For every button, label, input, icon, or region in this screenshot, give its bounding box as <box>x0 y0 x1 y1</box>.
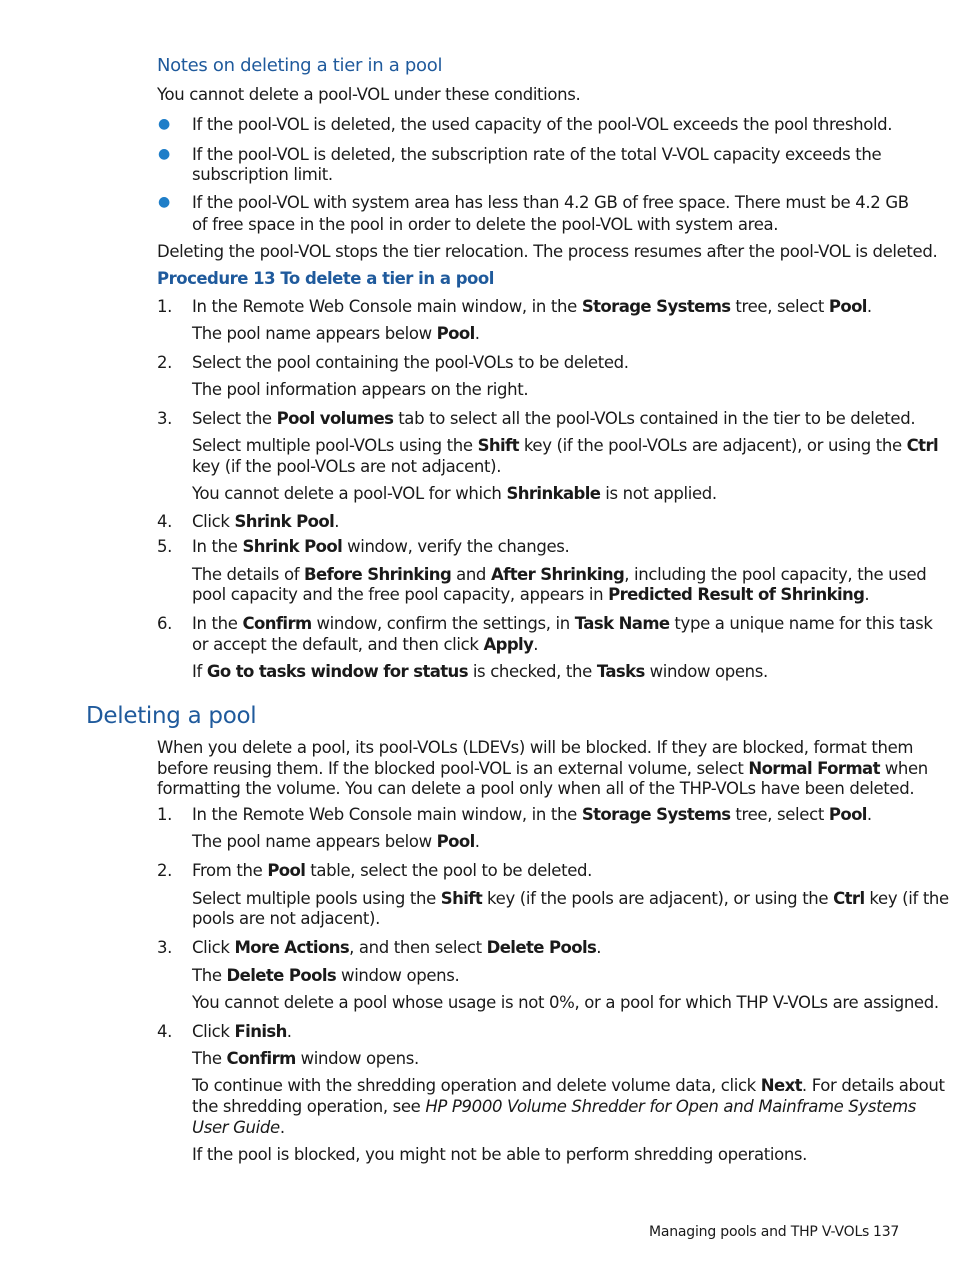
step-number: 1. <box>157 805 173 824</box>
procedure-title: Procedure 13 To delete a tier in a pool <box>157 269 494 288</box>
section-heading: Deleting a pool <box>86 703 257 729</box>
bullet-icon: ● <box>158 194 171 210</box>
proc-step-6: In the Confirm window, confirm the settings, in Task Name type a unique name for this task <box>192 614 933 633</box>
proc-step-3-note-1-cont: key (if the pool-VOLs are not adjacent). <box>192 457 502 476</box>
step-number: 4. <box>157 1022 173 1041</box>
notes-bullet-1: If the pool-VOL is deleted, the used capacity of the pool-VOL exceeds the pool threshold. <box>192 115 893 134</box>
proc-step-3-note-1: Select multiple pool-VOLs using the Shift key (if the pool-VOLs are adjacent), or using the Ctrl <box>192 436 939 455</box>
notes-bullet-3: If the pool-VOL with system area has less than 4.2 GB of free space. There must be 4.2 GB <box>192 193 909 212</box>
del-step-2: From the Pool table, select the pool to be deleted. <box>192 861 593 880</box>
del-step-4: Click Finish. <box>192 1022 292 1041</box>
del-step-4-note-2: If the pool is blocked, you might not be able to perform shredding operations. <box>192 1145 808 1164</box>
page-number: 137 <box>873 1224 900 1240</box>
del-step-4-note-cont: the shredding operation, see HP P9000 Volume Shredder for Open and Mainframe Systems <box>192 1097 917 1116</box>
notes-bullet-2: If the pool-VOL is deleted, the subscription rate of the total V-VOL capacity exceeds the <box>192 145 882 164</box>
del-step-4-note-cont2: User Guide. <box>192 1118 285 1137</box>
step-number: 5. <box>157 537 173 556</box>
del-step-2-note: Select multiple pools using the Shift key (if the pools are adjacent), or using the Ctrl key (if the <box>192 889 949 908</box>
proc-step-1: In the Remote Web Console main window, in the Storage Systems tree, select Pool. <box>192 297 872 316</box>
proc-step-4: Click Shrink Pool. <box>192 512 340 531</box>
del-step-1-result: The pool name appears below Pool. <box>192 832 480 851</box>
proc-step-5: In the Shrink Pool window, verify the changes. <box>192 537 570 556</box>
notes-bullet-3-cont: of free space in the pool in order to delete the pool-VOL with system area. <box>192 215 779 234</box>
notes-intro: You cannot delete a pool-VOL under these conditions. <box>157 85 581 104</box>
deleting-para-3: formatting the volume. You can delete a pool only when all of the THP-VOLs have been deleted. <box>157 779 915 798</box>
proc-step-1-result: The pool name appears below Pool. <box>192 324 480 343</box>
del-step-1: In the Remote Web Console main window, in the Storage Systems tree, select Pool. <box>192 805 872 824</box>
step-number: 3. <box>157 938 173 957</box>
del-step-3: Click More Actions, and then select Delete Pools. <box>192 938 602 957</box>
step-number: 2. <box>157 861 173 880</box>
footer-text: Managing pools and THP V-VOLs <box>649 1224 870 1240</box>
step-number: 2. <box>157 353 173 372</box>
bullet-icon: ● <box>158 116 171 132</box>
step-number: 3. <box>157 409 173 428</box>
step-number: 1. <box>157 297 173 316</box>
notes-after: Deleting the pool-VOL stops the tier relocation. The process resumes after the pool-VOL is deleted. <box>157 242 938 261</box>
bullet-icon: ● <box>158 146 171 162</box>
step-number: 4. <box>157 512 173 531</box>
del-step-4-result: The Confirm window opens. <box>192 1049 419 1068</box>
proc-step-3-note-2: You cannot delete a pool-VOL for which Shrinkable is not applied. <box>192 484 717 503</box>
proc-step-2: Select the pool containing the pool-VOLs to be deleted. <box>192 353 629 372</box>
notes-heading: Notes on deleting a tier in a pool <box>157 55 443 76</box>
del-step-2-note-cont: pools are not adjacent). <box>192 909 380 928</box>
del-step-3-note: You cannot delete a pool whose usage is not 0%, or a pool for which THP V-VOLs are assigned. <box>192 993 939 1012</box>
proc-step-2-result: The pool information appears on the right. <box>192 380 529 399</box>
del-step-4-note: To continue with the shredding operation and delete volume data, click Next. For details about <box>192 1076 945 1095</box>
proc-step-5-result: The details of Before Shrinking and After Shrinking, including the pool capacity, the used <box>192 565 927 584</box>
proc-step-5-result-cont: pool capacity and the free pool capacity, appears in Predicted Result of Shrinking. <box>192 585 870 604</box>
proc-step-6-cont: or accept the default, and then click Apply. <box>192 635 539 654</box>
deleting-para-1: When you delete a pool, its pool-VOLs (LDEVs) will be blocked. If they are blocked, format them <box>157 738 914 757</box>
proc-step-3: Select the Pool volumes tab to select all the pool-VOLs contained in the tier to be deleted. <box>192 409 916 428</box>
proc-step-6-result: If Go to tasks window for status is checked, the Tasks window opens. <box>192 662 768 681</box>
step-number: 6. <box>157 614 173 633</box>
deleting-para-2: before reusing them. If the blocked pool-VOL is an external volume, select Normal Format when <box>157 759 928 778</box>
del-step-3-result: The Delete Pools window opens. <box>192 966 460 985</box>
notes-bullet-2-cont: subscription limit. <box>192 165 333 184</box>
